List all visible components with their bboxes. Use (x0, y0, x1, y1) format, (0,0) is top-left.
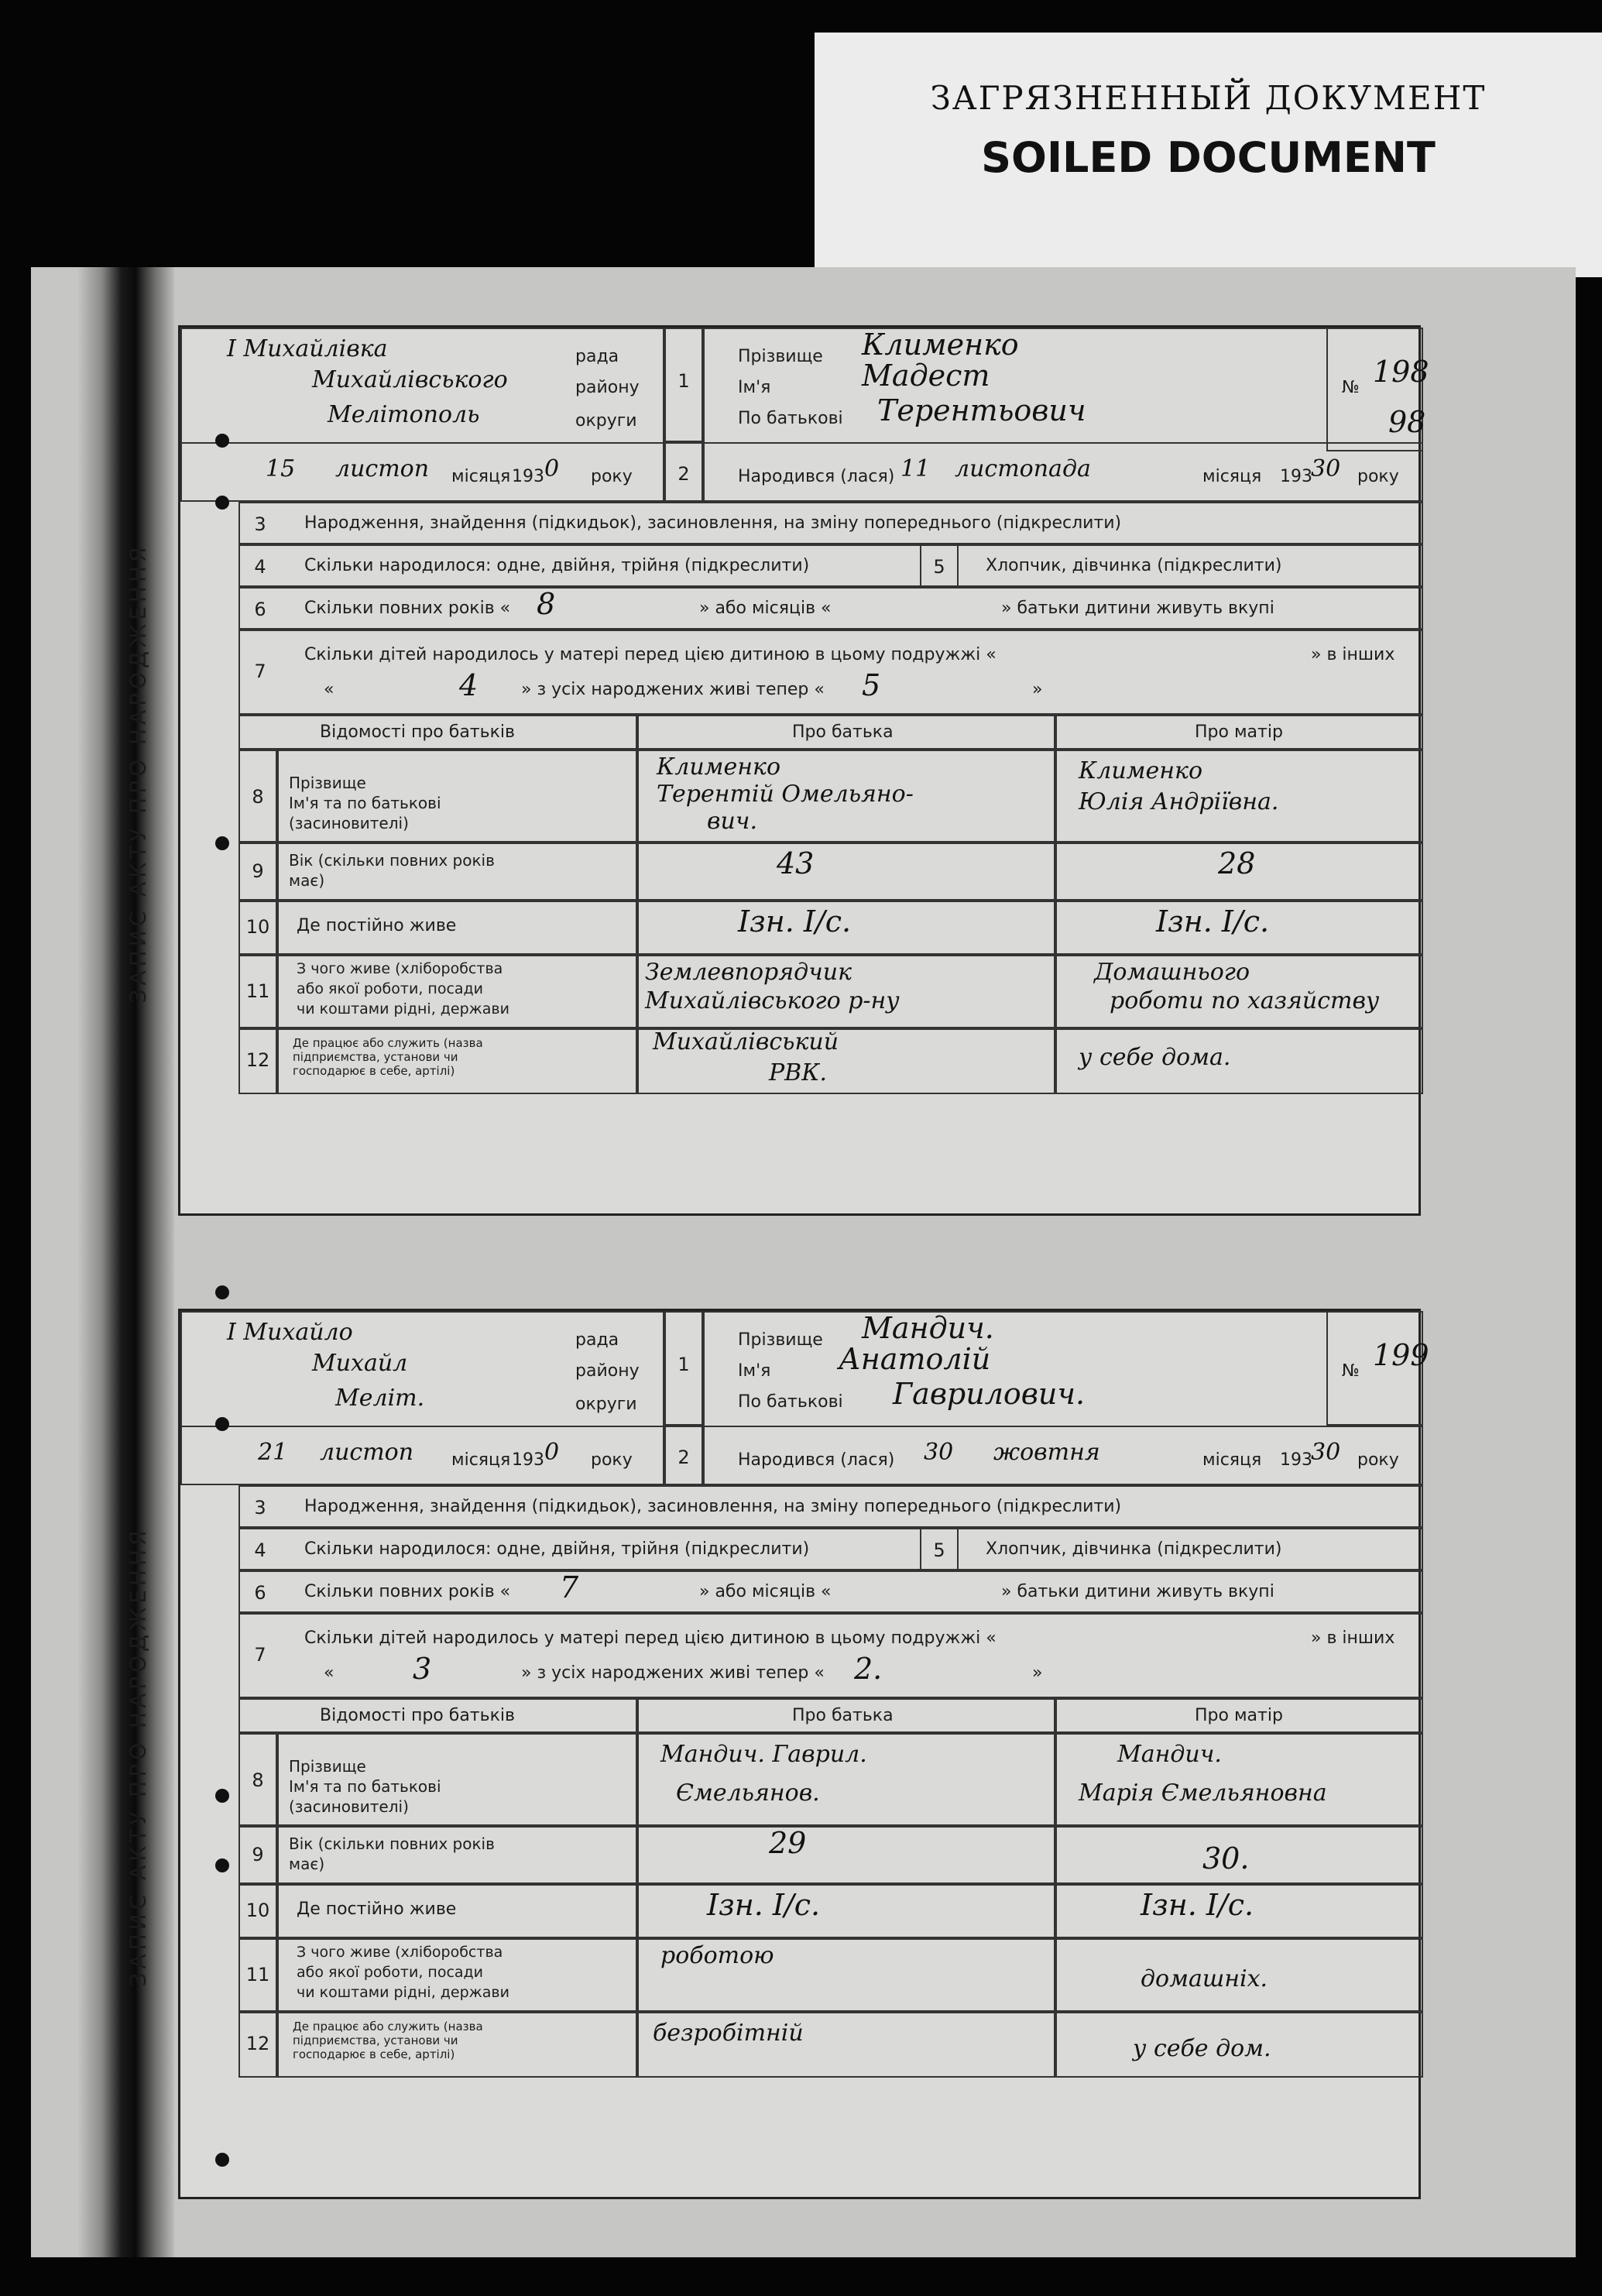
label-english: SOILED DOCUMENT (981, 133, 1436, 182)
record-number-secondary: 98 (1388, 405, 1426, 439)
rayon-value: Михайл (312, 1350, 408, 1377)
birth-record-1: ЗАПИС АКТУ ПРО НАРОДЖЕННЯ І Михайлівка рада Михайлівського району Мелітополь округи 1 Прізвище Клименко Ім'я Мадест По батькові Терентьович № 198 98 15 листоп місяця 193 0 року 2 Народився (лася) 11 листопада місяця 193 30 року 3 Народження, знайдення (підкидьок), засиновлення, на зміну попереднього (підкреслити) 4 Скільки народилося: одне, двійня, трійня (підкреслити) 5 Хлопчик, дівчинка (підкреслити) 6 Скільки повних років « 8 » або місяців « » батьки дитини живуть вкупі 7 Скільки дітей народилось у матері перед цією дитиною в цьому подружжі « » в інших « 4 » з усіх народжених живі тепер « 5 » Відомості про батьків Про батька Про матір 8 Прізвище Ім'я та по батькові (засиновителі) Клименко Терентій Омельяно- вич. Клименко Юлія Андріївна. 9 Вік (скільки повних років має) 43 28 10 Де постійно живе Ізн. І/с. Ізн. І/с. 11 З чого живе (хліборобства або якої роботи, посади чи коштами рідні, держави Землевпорядчик Михайлівського р-ну Домашнього роботи по хазяйству 12 Де працює або служить (назва підприємства, установи чи господарює в себе, артілі) Михайлівський РВК. у себе дома. (178, 325, 1421, 1216)
patronymic-value: Терентьович (877, 393, 1086, 427)
binding-hole (215, 1858, 229, 1872)
birth-record-2: ЗАПИС АКТУ ПРО НАРОДЖЕННЯ І Михайло рада Михайл району Меліт. округи 1 Прізвище Мандич. Ім'я Анатолій По батькові Гаврилович. № 199 21 листоп місяця 193 0 року 2 Народився (лася) 30 жовтня місяця 193 30 року 3 Народження, знайдення (підкидьок), засиновлення, на зміну попереднього (підкреслити) 4 Скільки народилося: одне, двійня, трійня (підкреслити) 5 Хлопчик, дівчинка (підкреслити) 6 Скільки повних років « 7 » або місяців « » батьки дитини живуть вкупі 7 Скільки дітей народилось у матері перед цією дитиною в цьому подружжі « » в інших « 3 » з усіх народжених живі тепер « 2. » Відомості про батьків Про батька Про матір 8 Прізвище Ім'я та по батькові (засиновителі) Мандич. Гаврил. Ємельянов. Мандич. Марія Ємельяновна 9 Вік (скільки повних років має) 29 30. 10 Де постійно живе Ізн. І/с. Ізн. І/с. 11 З чого живе (хліборобства або якої роботи, посади чи коштами рідні, держави роботою домашніх. 12 Де працює або служить (назва підприємства, установи чи господарює в себе, артілі) безробітній у себе дом. (178, 1309, 1421, 2199)
okruha-value: Меліт. (335, 1385, 425, 1412)
record-number: 198 (1373, 355, 1429, 389)
binding-hole (215, 2153, 229, 2167)
binding-hole (215, 1789, 229, 1803)
surname-value: Мандич. (862, 1311, 994, 1345)
binding-hole (215, 836, 229, 850)
patronymic-value: Гаврилович. (893, 1377, 1086, 1411)
rada-value: І Михайлівка (227, 335, 388, 362)
okruha-value: Мелітополь (328, 401, 480, 428)
binding-hole (215, 496, 229, 510)
rayon-value: Михайлівського (312, 366, 508, 393)
surname-value: Клименко (862, 328, 1019, 362)
vertical-title: ЗАПИС АКТУ ПРО НАРОДЖЕННЯ (125, 543, 151, 1003)
binding-hole (215, 434, 229, 448)
binding-hole (215, 1285, 229, 1299)
name-value: Мадест (862, 359, 990, 393)
label-russian: ЗАГРЯЗНЕННЫЙ ДОКУМЕНТ (930, 79, 1487, 117)
name-value: Анатолій (839, 1342, 991, 1376)
vertical-title: ЗАПИС АКТУ ПРО НАРОДЖЕННЯ (125, 1526, 151, 1986)
binding-hole (215, 1417, 229, 1431)
record-number: 199 (1373, 1338, 1429, 1372)
rada-value: І Михайло (227, 1319, 353, 1346)
soiled-document-label (815, 33, 1602, 277)
